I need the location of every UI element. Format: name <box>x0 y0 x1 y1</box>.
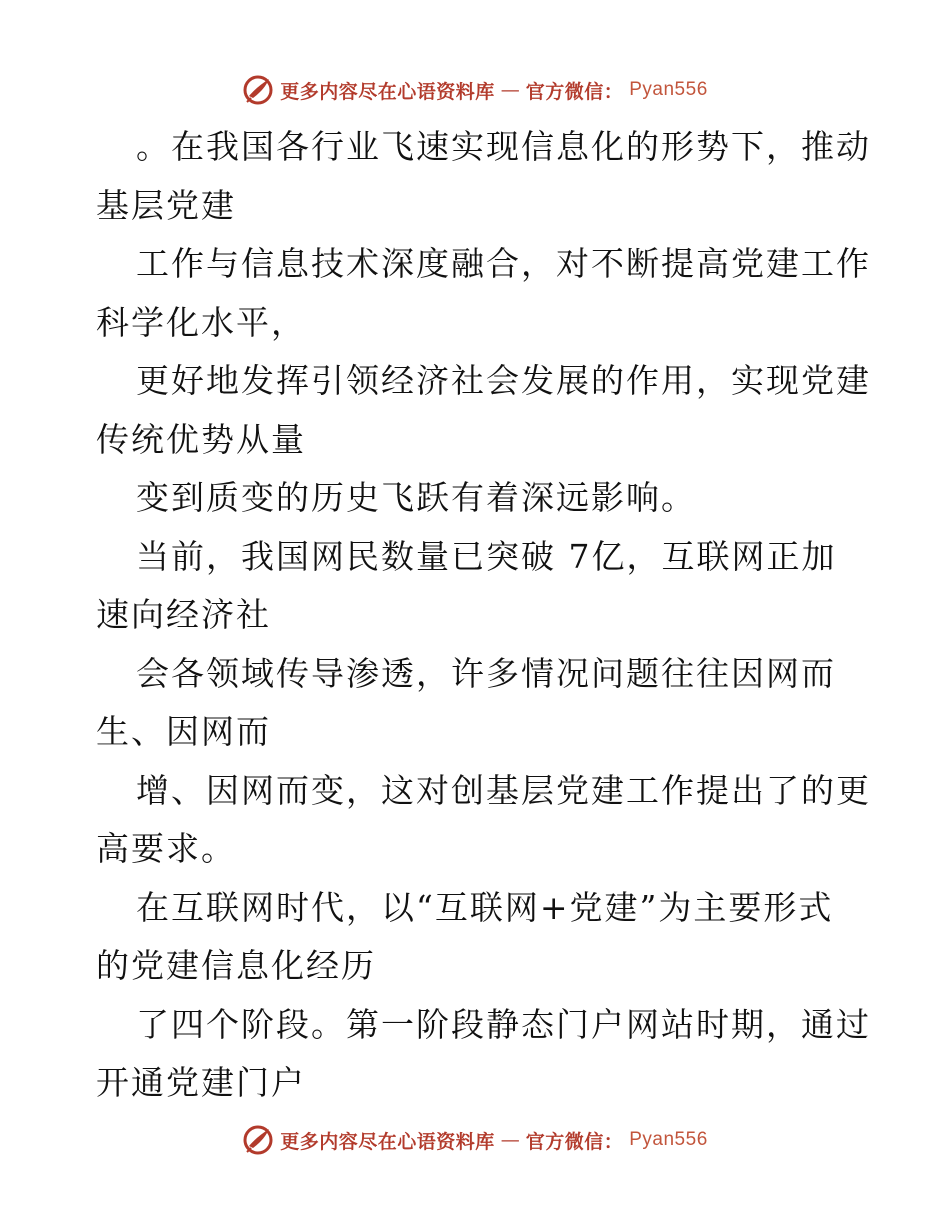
body-line: 在互联网时代，以“互联网+党建”为主要形式 <box>136 887 834 927</box>
body-line: 传统优势从量 <box>96 419 306 459</box>
body-line: 当前，我国网民数量已突破 7亿，互联网正加 <box>136 536 837 576</box>
footer-banner-text: 更多内容尽在心语资料库 <box>280 1130 495 1153</box>
body-line: 会各领域传导渗透，许多情况问题往往因网而 <box>136 653 836 693</box>
body-line: 开通党建门户 <box>96 1063 306 1102</box>
body-line: 更好地发挥引领经济社会发展的作用，实现党建 <box>136 361 871 400</box>
body-line: 变到质变的历史飞跃有着深远影响。 <box>136 478 696 517</box>
header-wechat-id: Pyan556 <box>629 79 708 100</box>
footer-wechat-label: 官方微信： <box>525 1130 624 1153</box>
body-line: 了四个阶段。第一阶段静态门户网站时期，通过 <box>136 1004 871 1044</box>
body-line: 生、因网而 <box>96 712 271 751</box>
body-line: 速向经济社 <box>96 595 271 634</box>
page-footer-banner <box>0 1120 950 1160</box>
quill-logo-icon <box>242 1124 274 1156</box>
footer-wechat-id: Pyan556 <box>629 1129 708 1150</box>
header-banner-dash: — <box>500 79 520 101</box>
body-line: 。在我国各行业飞速实现信息化的形势下，推动 <box>136 127 871 166</box>
body-line: 高要求。 <box>96 829 236 868</box>
header-wechat-label: 官方微信： <box>525 80 624 103</box>
body-line: 的党建信息化经历 <box>96 946 376 985</box>
header-banner-text: 更多内容尽在心语资料库 <box>280 80 495 103</box>
body-line: 科学化水平， <box>96 302 306 342</box>
body-line: 基层党建 <box>96 185 236 225</box>
body-line: 工作与信息技术深度融合，对不断提高党建工作 <box>136 244 871 283</box>
document-body <box>96 118 871 1113</box>
footer-banner-dash: — <box>500 1129 520 1151</box>
quill-logo-icon <box>242 74 274 106</box>
body-line: 增、因网而变，这对创基层党建工作提出了的更 <box>136 770 871 810</box>
page-header-banner <box>0 70 950 110</box>
